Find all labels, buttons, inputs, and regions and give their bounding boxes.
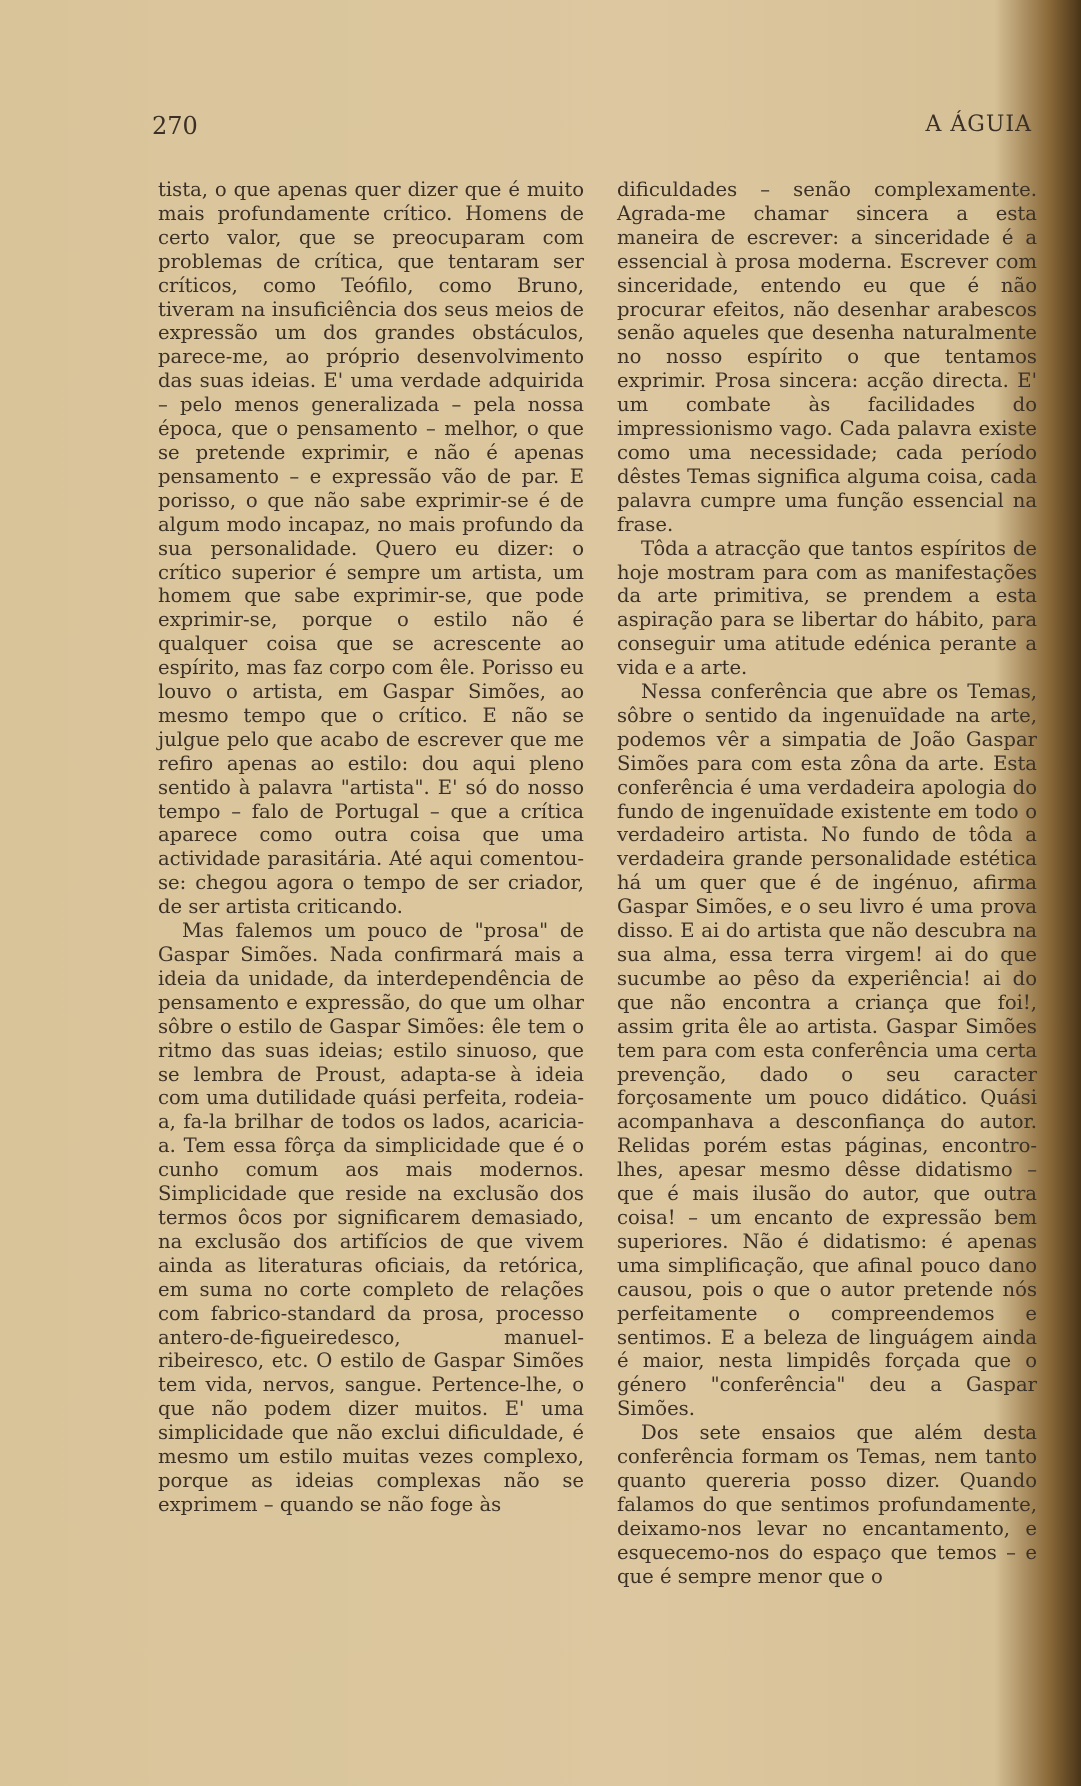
paragraph: tista, o que apenas quer dizer que é muito mais profundamente crítico. Homens de certo valor, que se preocuparam com problemas de crítica, que tentaram ser críticos, como Teófilo, como Bruno, tiveram na insuficiência dos seus meios de expressão um dos grandes obstáculos, parece-me, ao próprio desenvolvimento das suas ideias. E' uma verdade adquirida – pelo menos generalizada – pela nossa época, que o pensamento – melhor, o que se pretende exprimir, e não é apenas pensamento – e expressão vão de par. E porisso, o que não sabe exprimir-se é de algum modo incapaz, no mais profundo da sua personalidade. Quero eu dizer: o crítico superior é sempre um artista, um homem que sabe exprimir-se, que pode exprimir-se, porque o estilo não é qualquer coisa que se acrescente ao espírito, mas faz corpo com êle. Porisso eu louvo o artista, em Gaspar Simões, ao mesmo tempo que o crítico. E não se julgue pelo que acabo de escrever que me refiro apenas ao estilo: dou aqui pleno sentido à palavra "artista". E' só do nosso tempo – falo de Portugal – que a crítica aparece como outra coisa que uma actividade parasitária. Até aqui comentou-se: chegou agora o tempo de ser criador, de ser artista criticando.	[158, 178, 584, 919]
paragraph: Nessa conferência que abre os Temas, sôbre o sentido da ingenuïdade na arte, podemos vêr a simpatia de João Gaspar Simões para com esta zôna da arte. Esta conferência é uma verdadeira apologia do fundo de ingenuïdade existente em todo o verdadeiro artista. No fundo de tôda a verdadeira grande personalidade estética há um quer que é de ingénuo, afirma Gaspar Simões, e o seu livro é uma prova disso. E ai do artista que não descubra na sua alma, essa terra virgem! ai do que sucumbe ao pêso da experiência! ai do que não encontra a criança que foi!, assim grita êle ao artista. Gaspar Simões tem para com esta conferência uma certa prevenção, dado o seu caracter forçosamente um pouco didático. Quási acompanhava a desconfiança do autor. Relidas porém estas páginas, encontro-lhes, apesar mesmo dêsse didatismo – que é mais ilusão do autor, que outra coisa! – um encanto de expressão bem superiores. Não é didatismo: é apenas uma simplificação, que afinal pouco dano causou, pois o que o autor pretende nós perfeitamente o compreendemos e sentimos. E a beleza de linguágem ainda é maior, nesta limpidês forçada que o género "conferência" deu a Gaspar Simões.	[617, 680, 1037, 1421]
paragraph: dificuldades – senão complexamente. Agrada-me chamar sincera a esta maneira de escrever: a sinceridade é a essencial à prosa moderna. Escrever com sinceridade, entendo eu que é não procurar efeitos, não desenhar arabescos senão aqueles que desenha naturalmente no nosso espírito o que tentamos exprimir. Prosa sincera: acção directa. E' um combate às facilidades do impressionismo vago. Cada palavra existe como uma necessidade; cada período dêstes Temas significa alguma coisa, cada palavra cumpre uma função essencial na frase.	[617, 178, 1037, 536]
page-header	[152, 112, 1032, 146]
paragraph: Dos sete ensaios que além desta conferência formam os Temas, nem tanto quanto quereria posso dizer. Quando falamos do que sentimos profundamente, deixamo-nos levar no encantamento, e esquecemo-nos do espaço que temos – e que é sempre menor que o	[617, 1421, 1037, 1588]
paragraph: Mas falemos um pouco de "prosa" de Gaspar Simões. Nada confirmará mais a ideia da unidade, da interdependência de pensamento e expressão, do que um olhar sôbre o estilo de Gaspar Simões: êle tem o ritmo das suas ideias; estilo sinuoso, que se lembra de Proust, adapta-se à ideia com uma dutilidade quási perfeita, rodeia-a, fa-la brilhar de todos os lados, acaricia-a. Tem essa fôrça da simplicidade que é o cunho comum aos mais modernos. Simplicidade que reside na exclusão dos termos ôcos por significarem demasiado, na exclusão dos artifícios de que vivem ainda as literaturas oficiais, da retórica, em suma no corte completo de relações com fabrico-standard da prosa, processo antero-de-figueiredesco, manuel-ribeiresco, etc. O estilo de Gaspar Simões tem vida, nervos, sangue. Pertence-lhe, o que não podem dizer muitos. E' uma simplicidade que não exclui dificuldade, é mesmo um estilo muitas vezes complexo, porque as ideias complexas não se exprimem – quando se não foge às	[158, 919, 584, 1516]
paragraph: Tôda a atracção que tantos espíritos de hoje mostram para com as manifestações da arte primitiva, se prendem a esta aspiração para se libertar do hábito, para conseguir uma atitude edénica perante a vida e a arte.	[617, 536, 1037, 680]
journal-title: A ÁGUIA	[925, 112, 1032, 137]
page-number: 270	[152, 112, 198, 140]
right-column	[617, 178, 1037, 1588]
left-column	[158, 178, 584, 1517]
